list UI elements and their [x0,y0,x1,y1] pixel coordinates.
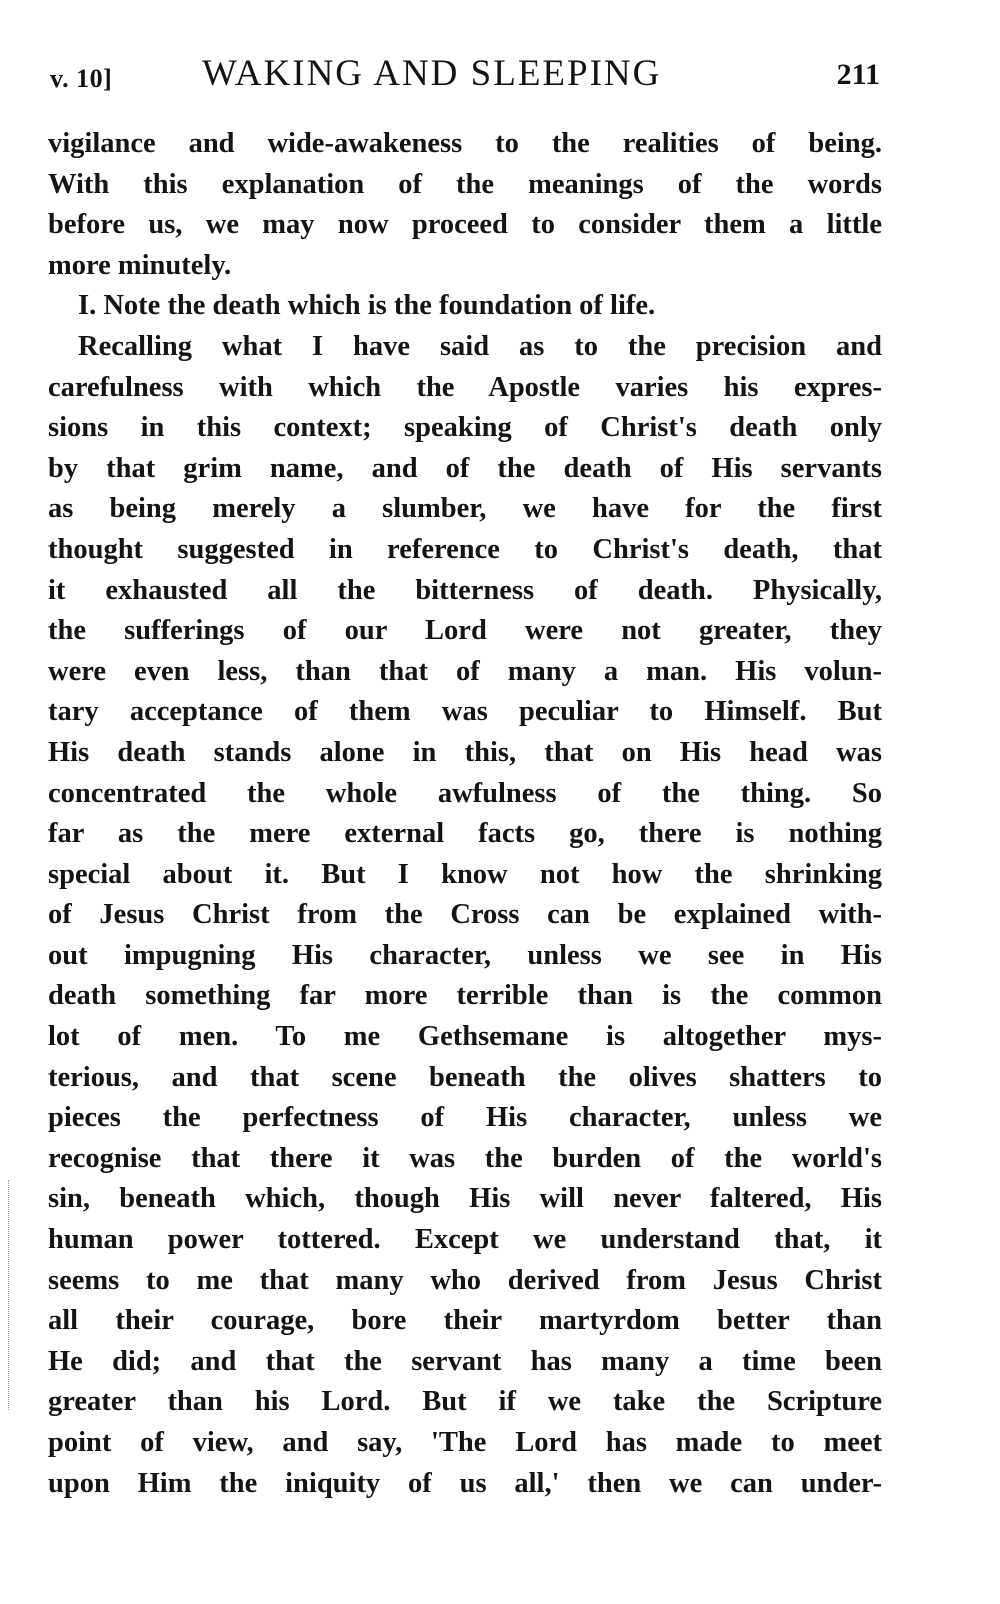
text-line: pieces the perfectness of His character, unless we [48,1102,882,1134]
margin-pencil-marks [8,1180,13,1410]
text-line: upon Him the iniquity of us all,' then we can under- [48,1467,882,1499]
text-line: recognise that there it was the burden of the world's [48,1142,882,1174]
text-line: sions in this context; speaking of Christ's death only [48,412,882,444]
text-line: concentrated the whole awfulness of the thing. So [48,777,882,809]
text-line: before us, we may now proceed to consider them a little [48,209,882,241]
text-line: thought suggested in reference to Christ's death, that [48,533,882,565]
text-line: He did; and that the servant has many a time been [48,1345,882,1377]
text-line: vigilance and wide-awakeness to the realities of being. [48,128,882,159]
text-line: Recalling what I have said as to the precision and [78,330,882,362]
text-line: With this explanation of the meanings of the words [48,168,882,200]
chapter-title: WAKING AND SLEEPING [202,53,662,94]
text-line: His death stands alone in this, that on His head was [48,736,882,768]
text-line: terious, and that scene beneath the olives shatters to [48,1061,882,1093]
text-line: death something far more terrible than is the common [48,980,882,1012]
text-line: as being merely a slumber, we have for the first [48,493,882,525]
text-line: lot of men. To me Gethsemane is altogether mys- [48,1021,882,1053]
text-line: greater than his Lord. But if we take the Scripture [48,1386,882,1418]
text-line: of Jesus Christ from the Cross can be explained with- [48,899,882,931]
text-line: the sufferings of our Lord were not greater, they [48,615,882,647]
verse-reference: v. 10] [50,64,113,93]
text-line: sin, beneath which, though His will never faltered, His [48,1183,882,1215]
text-line: were even less, than that of many a man. His volun- [48,655,882,687]
running-head [50,52,880,102]
body-text [48,124,882,1504]
text-line: it exhausted all the bitterness of death. Physically, [48,574,882,606]
text-line: by that grim name, and of the death of His servants [48,452,882,484]
text-line: point of view, and say, 'The Lord has made to meet [48,1427,882,1458]
text-line: all their courage, bore their martyrdom better than [48,1305,882,1337]
text-line: out impugning His character, unless we see in His [48,939,882,971]
text-line: special about it. But I know not how the shrinking [48,858,882,890]
text-line: human power tottered. Except we understand that, it [48,1224,882,1256]
text-line: more minutely. [48,249,232,281]
text-line: far as the mere external facts go, there is nothing [48,818,882,850]
section-heading: I. Note the death which is the foundation of life. [78,290,656,322]
text-line: carefulness with which the Apostle varies his expres- [48,371,882,403]
page-number: 211 [836,58,880,91]
text-line: tary acceptance of them was peculiar to Himself. But [48,696,882,728]
text-line: seems to me that many who derived from Jesus Christ [48,1264,882,1296]
